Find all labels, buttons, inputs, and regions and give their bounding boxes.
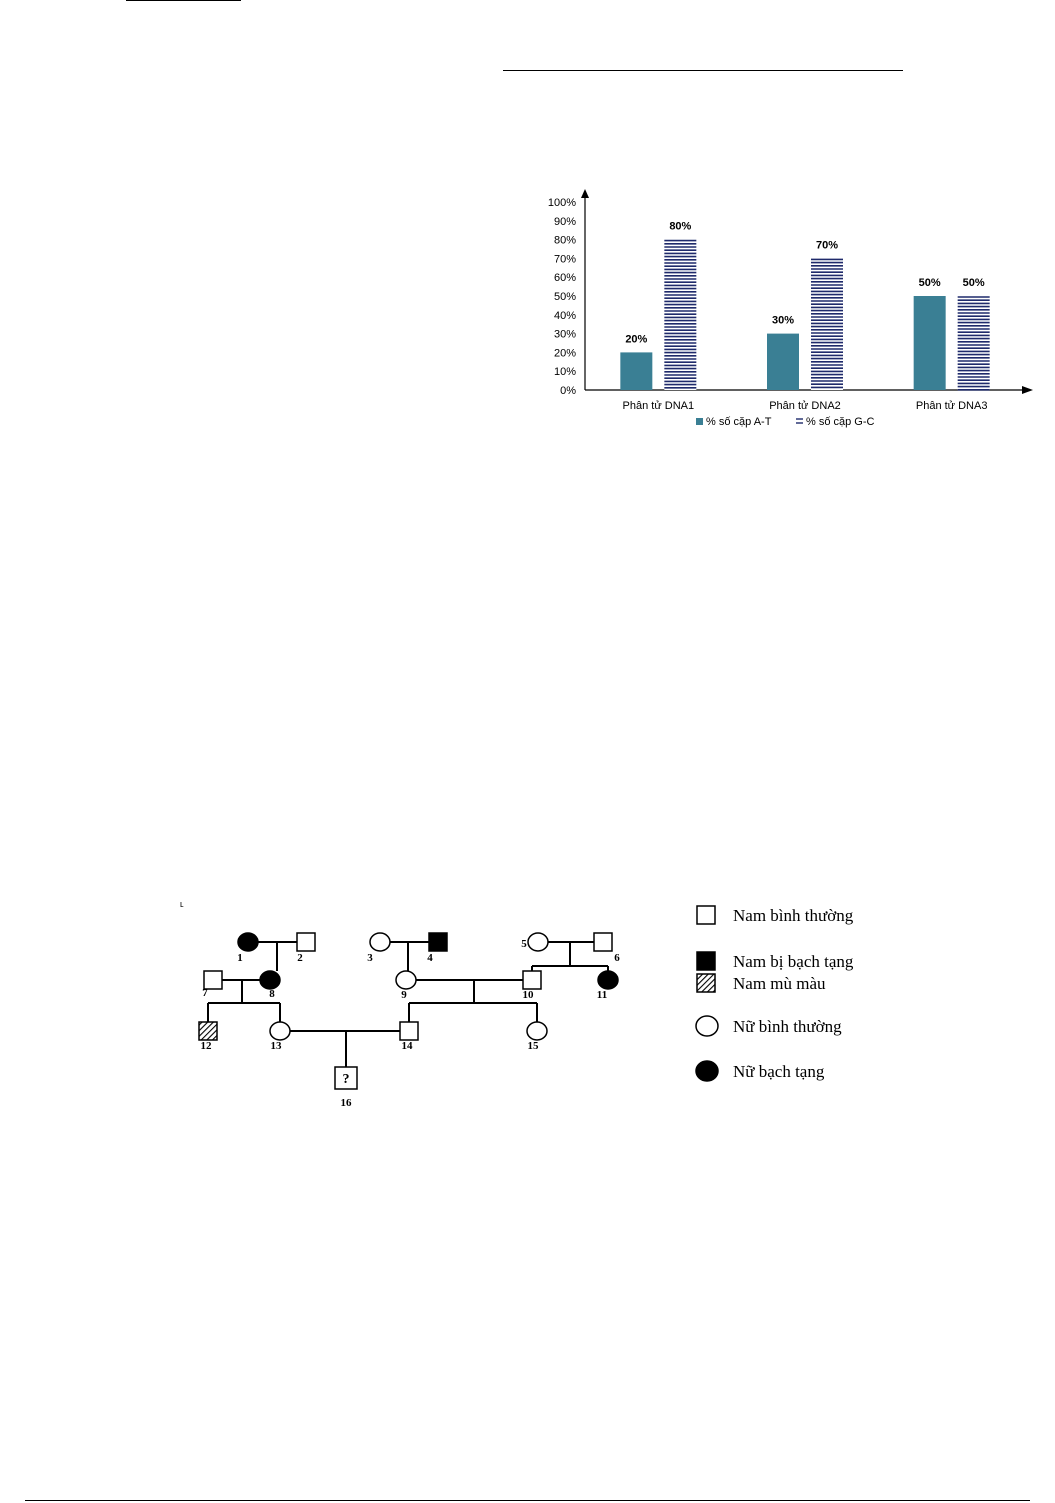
bar-gc-1	[664, 240, 696, 390]
male-symbol-10	[523, 971, 541, 989]
x-axis-arrow	[1022, 386, 1033, 394]
x-tick-label: Phân tử DNA2	[769, 400, 841, 412]
individual-number: 2	[297, 952, 303, 964]
female-symbol-8	[260, 971, 280, 989]
chart-bars	[620, 240, 989, 390]
pedigree-legend	[696, 906, 854, 1081]
legend-symbol-female-normal	[696, 1016, 718, 1036]
dna-base-pair-chart	[540, 185, 1040, 435]
data-label: 80%	[669, 220, 692, 233]
chart-legend	[696, 416, 875, 428]
individual-number: 13	[270, 1040, 282, 1052]
y-tick-label: 40%	[553, 309, 576, 322]
individual-number: 12	[200, 1040, 212, 1052]
legend-symbol-male-albino	[697, 952, 715, 970]
female-symbol-15	[527, 1022, 547, 1040]
female-symbol-1	[238, 933, 258, 951]
data-label: 50%	[962, 277, 985, 289]
x-tick-label: Phân tử DNA3	[915, 400, 988, 412]
y-tick-label: 60%	[553, 272, 576, 285]
individual-number: 10	[522, 989, 534, 1001]
legend-symbol-male-colorblind	[697, 974, 715, 992]
y-tick-label: 30%	[553, 328, 576, 341]
individual-number: 4	[427, 952, 433, 964]
data-label: 30%	[771, 314, 795, 327]
pedigree-diagram	[170, 895, 890, 1120]
individual-number: 5	[521, 938, 527, 950]
y-tick-label: 100%	[547, 197, 576, 209]
legend-label-at: % số cặp A-T	[706, 416, 772, 428]
y-tick-label: 50%	[553, 291, 576, 303]
y-tick-label: 20%	[553, 347, 576, 360]
y-axis-arrow	[581, 189, 589, 198]
legend-symbol-female-albino	[696, 1061, 718, 1081]
top-left-underline	[126, 0, 241, 1]
female-symbol-13	[270, 1022, 290, 1040]
legend-label: Nam mù màu	[733, 974, 826, 993]
data-label: 50%	[918, 277, 941, 289]
male-symbol-12	[199, 1022, 217, 1040]
legend-label-gc: % số cặp G-C	[806, 416, 875, 428]
female-symbol-9	[396, 971, 416, 989]
male-symbol-14	[400, 1022, 418, 1040]
female-symbol-11	[598, 971, 618, 989]
unknown-mark: ?	[342, 1072, 350, 1087]
legend-label: Nữ bạch tạng	[733, 1062, 825, 1081]
data-label: 20%	[625, 333, 648, 346]
legend-label: Nam bị bạch tạng	[733, 952, 854, 971]
female-symbol-3	[370, 933, 390, 951]
legend-swatch-at	[696, 418, 703, 425]
x-tick-label: Phân tử DNA1	[622, 400, 695, 412]
individual-number: 7	[202, 987, 208, 999]
individual-number: 15	[527, 1040, 539, 1052]
bar-at-1	[620, 352, 652, 390]
data-label: 70%	[815, 239, 839, 252]
individual-number: 14	[401, 1040, 413, 1052]
male-symbol-2	[297, 933, 315, 951]
y-tick-label: 70%	[553, 253, 576, 266]
individual-number: 6	[614, 952, 620, 964]
individual-number: 1	[237, 952, 243, 964]
individual-number: 3	[367, 952, 373, 964]
individual-number: 9	[401, 989, 407, 1001]
male-symbol-4	[429, 933, 447, 951]
chart-y-ticks	[548, 197, 576, 397]
individual-number: 16	[340, 1097, 352, 1109]
y-tick-label: 10%	[553, 366, 576, 379]
bar-gc-3	[958, 296, 990, 390]
bar-at-3	[914, 296, 946, 390]
legend-symbol-male-normal	[697, 906, 715, 924]
legend-label: Nam bình thường	[733, 906, 854, 925]
female-symbol-5	[528, 933, 548, 951]
male-symbol-6	[594, 933, 612, 951]
small-mark: ʟ	[180, 899, 184, 909]
bottom-rule	[25, 1500, 1030, 1501]
legend-label: Nữ bình thường	[733, 1017, 842, 1036]
bar-gc-2	[811, 258, 843, 390]
header-rule	[503, 70, 903, 71]
individual-number: 8	[269, 988, 275, 1000]
bar-at-2	[767, 334, 799, 390]
individual-number: 11	[596, 989, 608, 1001]
y-tick-label: 90%	[553, 215, 576, 228]
y-tick-label: 80%	[553, 234, 576, 247]
chart-x-ticks	[623, 400, 988, 412]
y-tick-label: 0%	[560, 385, 576, 397]
legend-swatch-gc	[796, 419, 803, 423]
